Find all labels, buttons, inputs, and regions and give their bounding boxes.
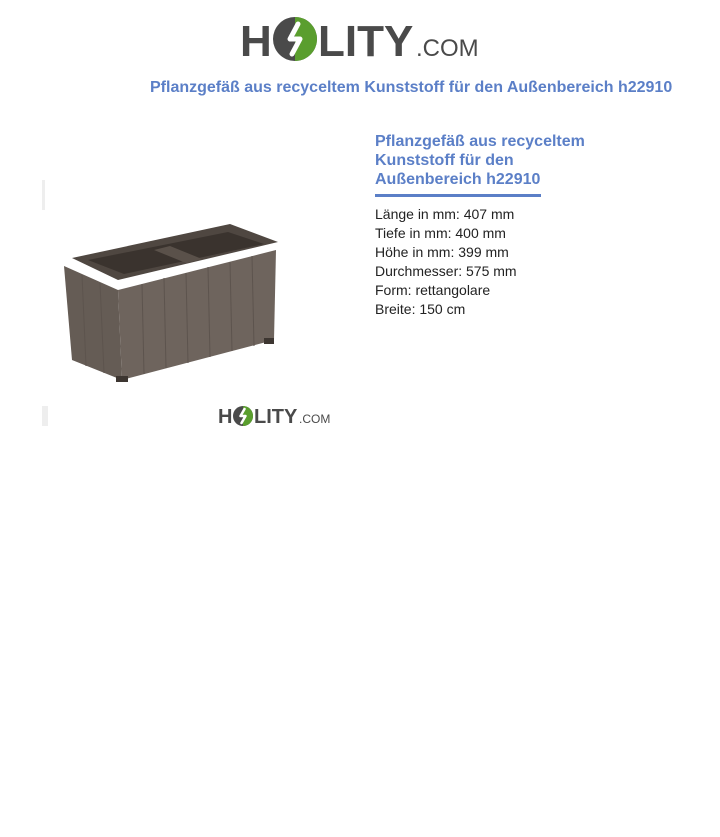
logo-small-com: .COM	[299, 412, 331, 426]
spec-list	[375, 205, 695, 319]
page-heading: Pflanzgefäß aus recyceltem Kunststoff für den Außenbereich h22910	[150, 79, 673, 96]
spec-width: Breite: 150 cm	[375, 301, 466, 317]
product-title: Pflanzgefäß aus recyceltem Kunststoff für den Außenbereich h22910	[375, 133, 585, 188]
logo-o-icon	[273, 17, 317, 61]
logo-h: H	[240, 17, 272, 66]
logo-small-h: H	[218, 406, 233, 428]
spec-shape: Form: rettangolare	[375, 282, 491, 298]
logo-lity: LITY	[318, 17, 414, 66]
logo-com: .COM	[416, 35, 479, 62]
logo-small-o-icon	[233, 406, 253, 426]
spec-length: Länge in mm: 407 mm	[375, 206, 515, 222]
spec-height: Höhe in mm: 399 mm	[375, 244, 509, 260]
holity-logo-small	[218, 401, 336, 431]
product-info	[375, 132, 695, 319]
planter-box-image	[42, 180, 352, 430]
title-underline	[375, 194, 541, 197]
spec-diameter: Durchmesser: 575 mm	[375, 263, 517, 279]
spec-depth: Tiefe in mm: 400 mm	[375, 225, 506, 241]
logo-small-lity: LITY	[254, 406, 298, 428]
holity-logo	[240, 10, 485, 66]
